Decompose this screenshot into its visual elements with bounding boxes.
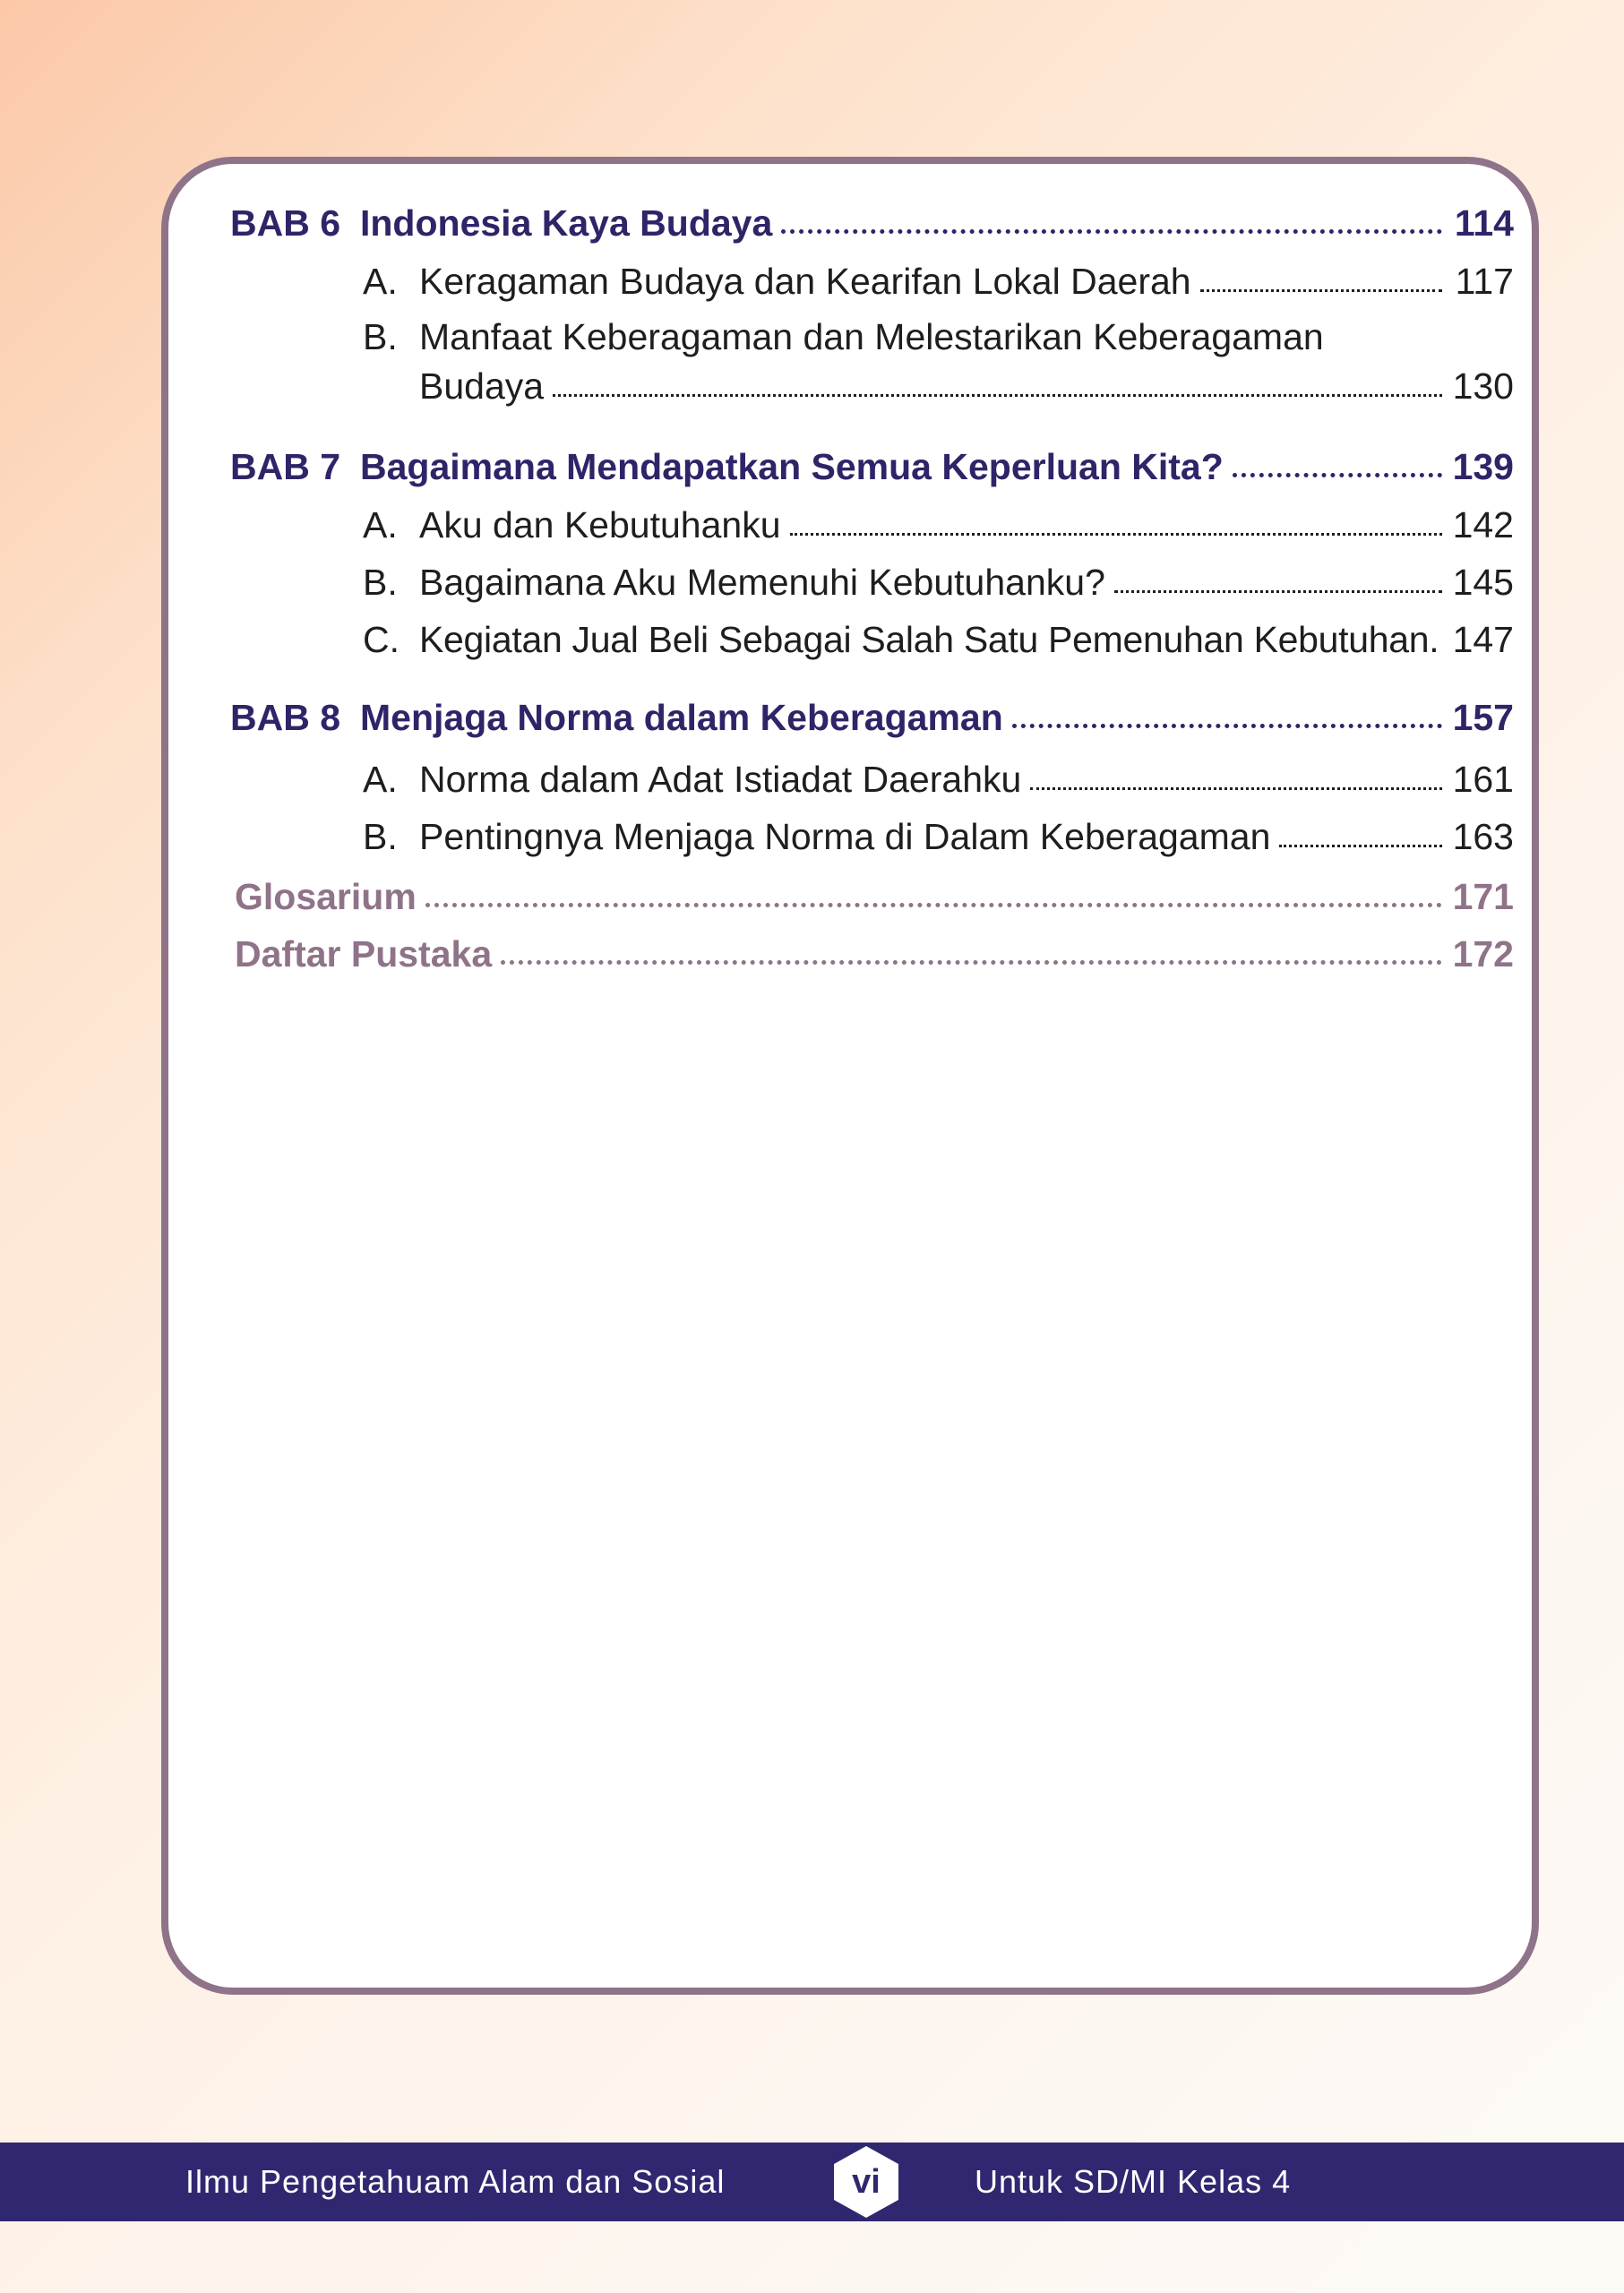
page-number: 145 [1452,562,1514,603]
page-number: 172 [1452,933,1514,975]
toc-item-8a[interactable] [363,759,1514,801]
item-letter: A. [363,261,398,302]
backmatter-title: Glosarium [235,876,417,917]
item-letter: B. [363,316,398,357]
dot-leader [781,229,1442,234]
toc-item-7c[interactable] [363,619,1514,661]
dot-leader [1030,787,1442,790]
page-number-badge: vi [852,2163,881,2201]
chapter-title: Bagaimana Mendapatkan Semua Keperluan Kita? [360,446,1224,487]
toc-glosarium[interactable] [235,876,1514,918]
toc-item-6b-cont[interactable] [419,365,1514,408]
toc-card [161,157,1539,1995]
item-letter: B. [363,816,398,857]
dot-leader [1279,845,1442,847]
item-title: Aku dan Kebutuhanku [419,504,781,545]
item-letter: A. [363,759,398,800]
toc-daftar-pustaka[interactable] [235,933,1514,975]
page-number: 157 [1452,697,1514,738]
dot-leader [790,533,1443,536]
item-letter: A. [363,504,398,545]
item-title: Bagaimana Aku Memenuhi Kebutuhanku? [419,562,1105,603]
item-title: Keragaman Budaya dan Kearifan Lokal Daerah [419,261,1191,302]
page-number: 161 [1452,759,1514,800]
item-title: Pentingnya Menjaga Norma di Dalam Keberagaman [419,816,1271,857]
item-title: Manfaat Keberagaman dan Melestarikan Keberagaman [419,316,1324,357]
dot-leader [425,903,1442,907]
item-title-continuation: Budaya [419,365,545,407]
chapter-title: Menjaga Norma dalam Keberagaman [360,697,1003,738]
footer-book-title: Ilmu Pengetahuam Alam dan Sosial [185,2163,726,2200]
item-title: Kegiatan Jual Beli Sebagai Salah Satu Pemenuhan Kebutuhan. [419,619,1439,660]
dot-leader [1012,724,1442,728]
page-number: 114 [1454,202,1514,244]
chapter-label: BAB 6 [230,202,341,244]
toc-chapter-8[interactable] [230,697,1514,739]
dot-leader [1233,473,1442,477]
toc-item-8b[interactable] [363,816,1514,858]
dot-leader [553,394,1442,397]
dot-leader [1200,289,1442,292]
page-number: 139 [1452,446,1514,487]
toc-chapter-7[interactable] [230,446,1514,488]
footer-grade: Untuk SD/MI Kelas 4 [975,2163,1292,2200]
item-letter: B. [363,562,398,603]
backmatter-title: Daftar Pustaka [235,933,493,975]
toc-item-7b[interactable] [363,562,1514,604]
page-number: 117 [1455,261,1514,302]
item-title: Norma dalam Adat Istiadat Daerahku [419,759,1022,800]
toc-item-7a[interactable] [363,504,1514,546]
chapter-label: BAB 7 [230,446,341,487]
page-number: 163 [1452,816,1514,857]
page-number: 147 [1452,619,1514,660]
toc-chapter-6[interactable] [230,202,1514,245]
toc-item-6a[interactable] [363,261,1514,303]
chapter-label: BAB 8 [230,697,341,738]
page-number: 130 [1452,365,1514,407]
dot-leader [501,960,1442,965]
dot-leader [1114,590,1442,593]
item-letter: C. [363,619,400,660]
toc-item-6b[interactable] [363,316,1514,358]
page-number: 142 [1452,504,1514,545]
chapter-title: Indonesia Kaya Budaya [360,202,773,244]
page-number: 171 [1452,876,1514,917]
